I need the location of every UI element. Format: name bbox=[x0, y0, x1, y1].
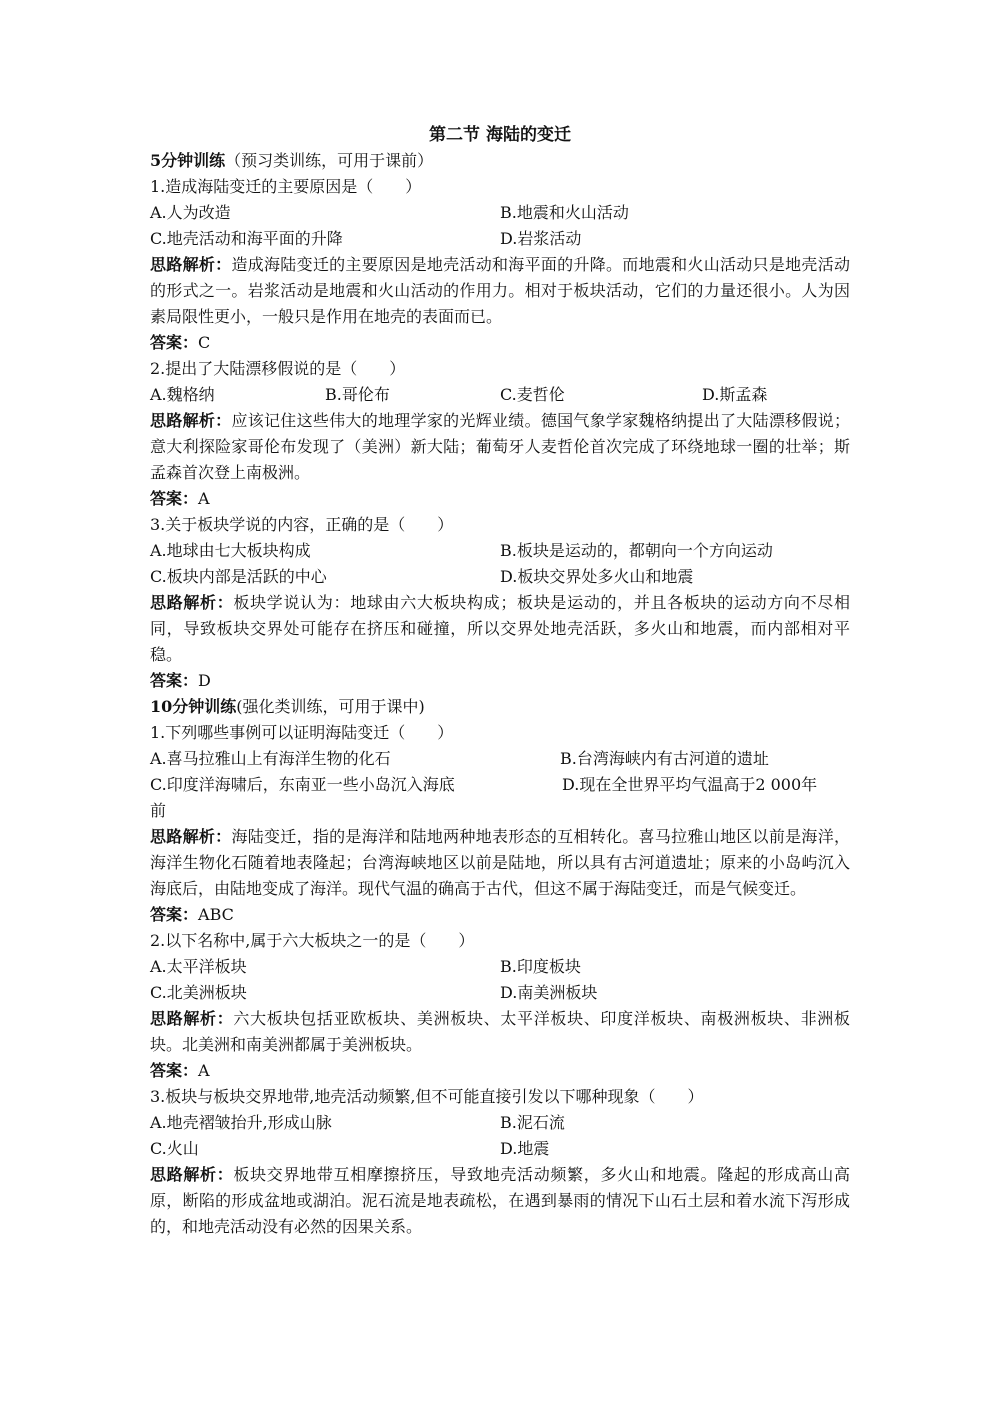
answer-value: A bbox=[198, 1061, 210, 1080]
analysis-text: 板块学说认为：地球由六大板块构成；板块是运动的，并且各板块的运动方向不尽相同，导致板块交界处可能存在挤压和碰撞，所以交界处地壳活跃，多火山和地震，而内部相对平稳。 bbox=[150, 593, 850, 664]
answer bbox=[150, 902, 850, 928]
analysis-label: 思路解析： bbox=[150, 411, 232, 430]
section-heading-note: (强化类训练，可用于课中) bbox=[236, 697, 425, 716]
answer-value: C bbox=[198, 333, 211, 352]
option-row bbox=[150, 772, 850, 798]
option-row bbox=[150, 954, 850, 980]
question-stem: 3.板块与板块交界地带,地壳活动频繁,但不可能直接引发以下哪种现象（ ） bbox=[150, 1087, 704, 1106]
option-row bbox=[150, 1110, 850, 1136]
analysis-text: 造成海陆变迁的主要原因是地壳活动和海平面的升降。而地震和火山活动只是地壳活动的形式之一。岩浆活动是地震和火山活动的作用力。相对于板块活动，它们的力量还很小。人为因素局限性更小，一般只是作用在地壳的表面而已。 bbox=[150, 255, 850, 326]
option-c: C.麦哲伦 bbox=[500, 385, 565, 404]
option-row bbox=[150, 746, 850, 772]
analysis-label: 思路解析： bbox=[150, 1009, 234, 1028]
option-b: B.板块是运动的，都朝向一个方向运动 bbox=[500, 541, 773, 560]
option-row bbox=[150, 980, 850, 1006]
option-d: D.地震 bbox=[500, 1139, 550, 1158]
option-a: A.魏格纳 bbox=[150, 385, 215, 404]
option-row bbox=[150, 382, 850, 408]
option-d: D.现在全世界平均气温高于2 000年 bbox=[562, 775, 818, 794]
option-c: C.北美洲板块 bbox=[150, 983, 247, 1002]
section-heading bbox=[150, 694, 850, 720]
analysis bbox=[150, 1162, 850, 1240]
option-d: D.板块交界处多火山和地震 bbox=[500, 567, 694, 586]
option-b: B.台湾海峡内有古河道的遗址 bbox=[560, 749, 769, 768]
analysis bbox=[150, 408, 850, 486]
section-heading-label: 10分钟训练 bbox=[150, 697, 237, 716]
question-stem: 1.下列哪些事例可以证明海陆变迁（ ） bbox=[150, 723, 454, 742]
option-b: B.泥石流 bbox=[500, 1113, 565, 1132]
answer bbox=[150, 1058, 850, 1084]
question-stem: 3.关于板块学说的内容，正确的是（ ） bbox=[150, 515, 454, 534]
option-row bbox=[150, 226, 850, 252]
option-a: A.地球由七大板块构成 bbox=[150, 541, 311, 560]
option-d: D.岩浆活动 bbox=[500, 229, 582, 248]
option-d: D.南美洲板块 bbox=[500, 983, 598, 1002]
answer bbox=[150, 486, 850, 512]
page-title: 第二节 海陆的变迁 bbox=[429, 125, 571, 145]
answer-label: 答案： bbox=[150, 905, 199, 924]
answer-label: 答案： bbox=[150, 671, 199, 690]
option-row bbox=[150, 564, 850, 590]
option-row bbox=[150, 538, 850, 564]
answer-value: ABC bbox=[198, 905, 234, 924]
option-d: D.斯孟森 bbox=[702, 385, 768, 404]
analysis bbox=[150, 252, 850, 330]
analysis-text: 海陆变迁，指的是海洋和陆地两种地表形态的互相转化。喜马拉雅山地区以前是海洋，海洋生物化石随着地表隆起；台湾海峡地区以前是陆地，所以具有古河道遗址；原来的小岛屿沉入海底后，由陆地变成了海洋。现代气温的确高于古代，但这不属于海陆变迁，而是气候变迁。 bbox=[150, 827, 850, 898]
section-heading bbox=[150, 148, 850, 174]
answer-label: 答案： bbox=[150, 489, 199, 508]
option-b: B.地震和火山活动 bbox=[500, 203, 629, 222]
option-row bbox=[150, 1136, 850, 1162]
analysis-text: 板块交界地带互相摩擦挤压，导致地壳活动频繁，多火山和地震。隆起的形成高山高原，断陷的形成盆地或湖泊。泥石流是地表疏松，在遇到暴雨的情况下山石土层和着水流下泻形成的，和地壳活动没有必然的因果关系。 bbox=[150, 1165, 850, 1236]
question-stem: 2.提出了大陆漂移假说的是（ ） bbox=[150, 359, 406, 378]
answer-value: A bbox=[198, 489, 210, 508]
option-row bbox=[150, 200, 850, 226]
section-heading-label: 5分钟训练 bbox=[150, 151, 226, 170]
analysis-label: 思路解析： bbox=[150, 255, 232, 274]
section-heading-note: （预习类训练，可用于课前） bbox=[225, 151, 434, 170]
analysis-label: 思路解析： bbox=[150, 827, 232, 846]
answer-value: D bbox=[198, 671, 211, 690]
option-c: C.印度洋海啸后，东南亚一些小岛沉入海底 bbox=[150, 775, 455, 794]
answer-label: 答案： bbox=[150, 1061, 199, 1080]
option-c: C.地壳活动和海平面的升降 bbox=[150, 229, 343, 248]
analysis-label: 思路解析： bbox=[150, 593, 234, 612]
option-c: C.火山 bbox=[150, 1139, 199, 1158]
analysis bbox=[150, 590, 850, 668]
option-b: B.哥伦布 bbox=[325, 385, 390, 404]
option-a: A.人为改造 bbox=[150, 203, 231, 222]
option-a: A.喜马拉雅山上有海洋生物的化石 bbox=[150, 749, 391, 768]
answer bbox=[150, 668, 850, 694]
option-b: B.印度板块 bbox=[500, 957, 581, 976]
analysis-text: 六大板块包括亚欧板块、美洲板块、太平洋板块、印度洋板块、南极洲板块、非洲板块。北美洲和南美洲都属于美洲板块。 bbox=[150, 1009, 850, 1054]
analysis-label: 思路解析： bbox=[150, 1165, 234, 1184]
analysis-text: 应该记住这些伟大的地理学家的光辉业绩。德国气象学家魏格纳提出了大陆漂移假说；意大利探险家哥伦布发现了（美洲）新大陆；葡萄牙人麦哲伦首次完成了环绕地球一圈的壮举；斯孟森首次登上南极洲。 bbox=[150, 411, 850, 482]
question-stem: 1.造成海陆变迁的主要原因是（ ） bbox=[150, 177, 422, 196]
option-d-continuation: 前 bbox=[150, 801, 167, 820]
answer-label: 答案： bbox=[150, 333, 199, 352]
analysis bbox=[150, 1006, 850, 1058]
document-page bbox=[150, 122, 850, 1240]
option-a: A.地壳褶皱抬升,形成山脉 bbox=[150, 1113, 332, 1132]
option-c: C.板块内部是活跃的中心 bbox=[150, 567, 327, 586]
answer bbox=[150, 330, 850, 356]
question-stem: 2.以下名称中,属于六大板块之一的是（ ） bbox=[150, 931, 475, 950]
analysis bbox=[150, 824, 850, 902]
option-a: A.太平洋板块 bbox=[150, 957, 247, 976]
